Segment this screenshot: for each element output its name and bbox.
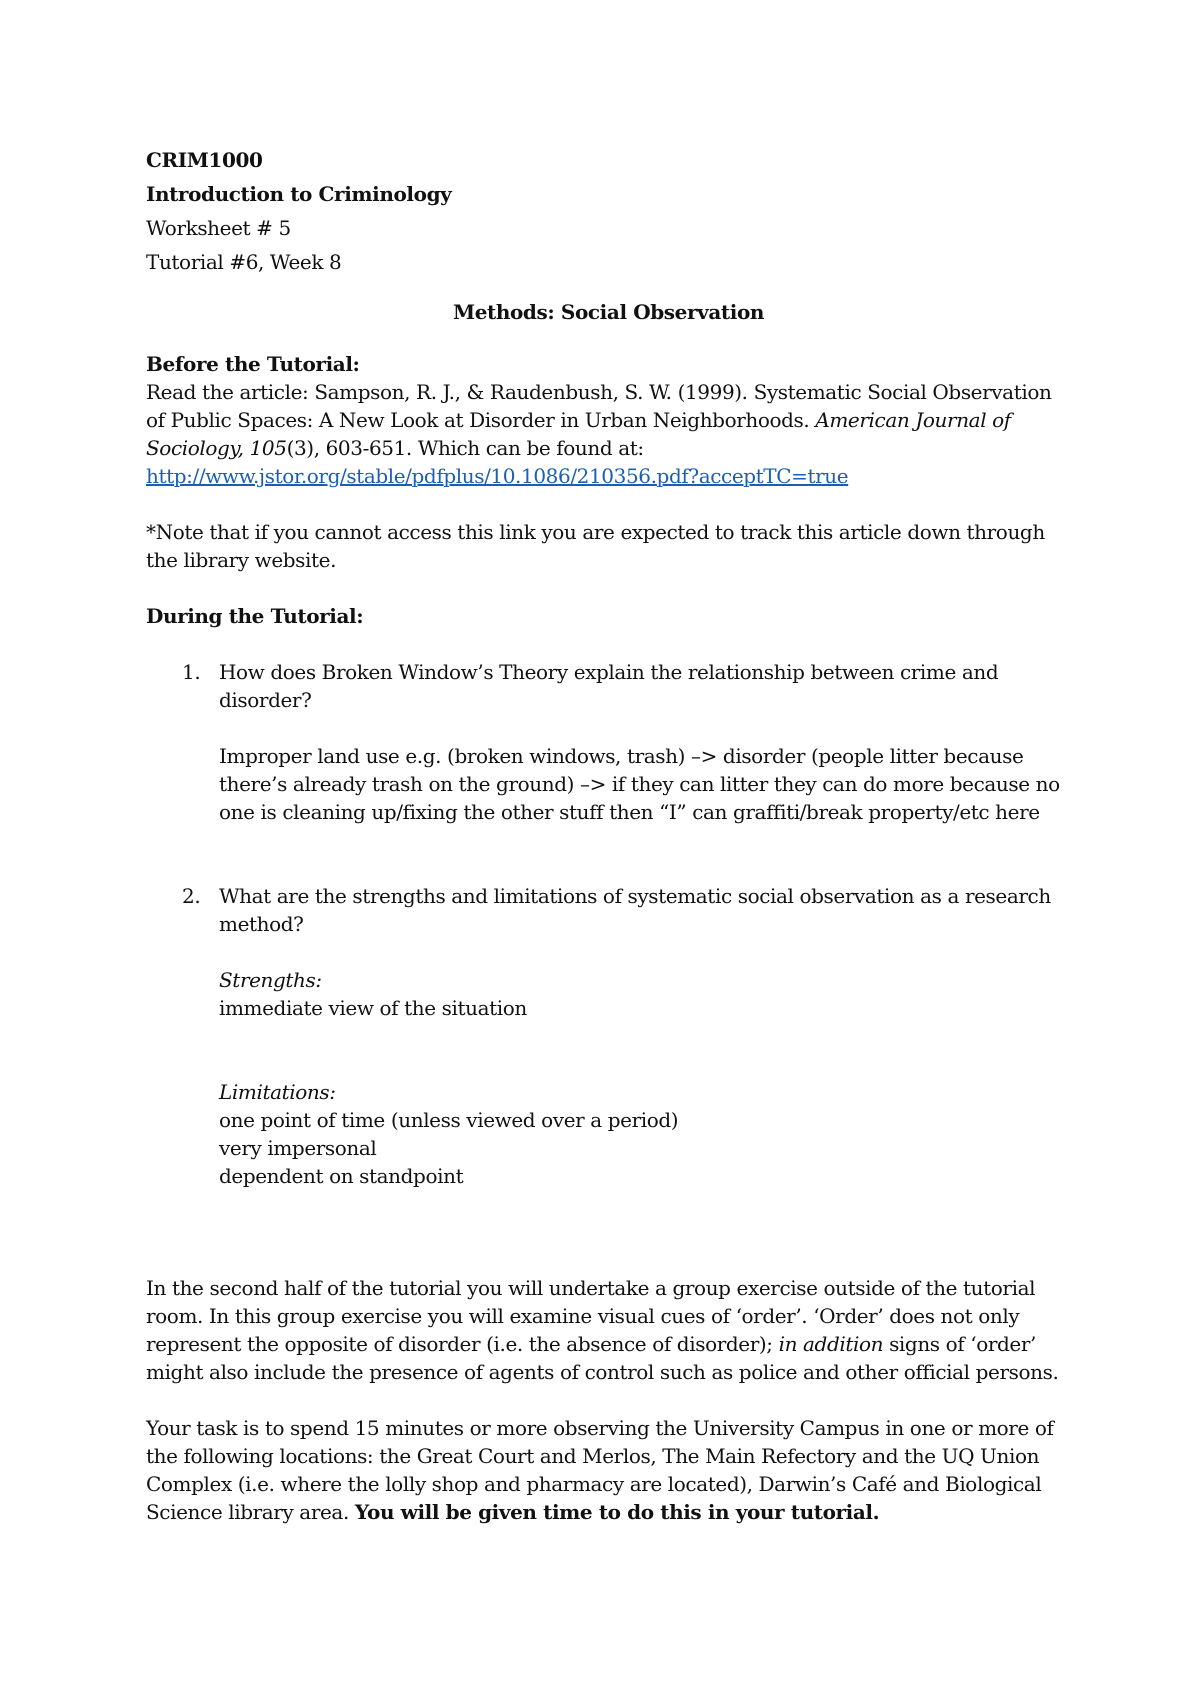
question-text: How does Broken Window’s Theory explain the relationship between crime and disorder? bbox=[219, 660, 999, 712]
question-item-1 bbox=[146, 658, 1071, 826]
strengths-label: Strengths: bbox=[219, 968, 322, 992]
article-link[interactable]: http://www.jstor.org/stable/pdfplus/10.1086/210356.pdf?acceptTC=true bbox=[146, 464, 849, 488]
task-text: Your task is to spend 15 minutes or more observing the University Campus in one or more of the following locations: the Great Court and Merlos, The Main Refectory and the UQ Union Complex (i.e. where the lolly shop and pharmacy are located), Darwin’s Café and Biological Science library area. bbox=[146, 1416, 1054, 1524]
exercise-text: In the second half of the tutorial you will undertake a group exercise outside of the tutorial room. In this group exercise you will examine visual cues of ‘order’. ‘Order’ does not only represent the opposite of disorder (i.e. the absence of disorder); bbox=[146, 1276, 1036, 1356]
reading-citation bbox=[146, 378, 1071, 490]
tutorial-week: Tutorial #6, Week 8 bbox=[146, 250, 342, 274]
before-tutorial-section bbox=[146, 350, 1071, 574]
limitation-item: dependent on standpoint bbox=[219, 1164, 464, 1188]
before-tutorial-heading: Before the Tutorial: bbox=[146, 352, 360, 376]
citation-pages: (3), 603-651. Which can be found at: bbox=[286, 436, 644, 460]
access-note: *Note that if you cannot access this link you are expected to track this article down through the library website. bbox=[146, 520, 1045, 572]
limitations-label: Limitations: bbox=[219, 1080, 336, 1104]
group-exercise-section bbox=[146, 1274, 1071, 1526]
task-emphasis: You will be given time to do this in your tutorial. bbox=[354, 1500, 880, 1524]
during-tutorial-heading: During the Tutorial: bbox=[146, 604, 364, 628]
exercise-emphasis: in addition bbox=[778, 1332, 884, 1356]
document-body bbox=[146, 146, 1071, 1526]
question-text: What are the strengths and limitations of systematic social observation as a research method? bbox=[219, 884, 1051, 936]
question-number: 2. bbox=[182, 884, 201, 908]
question-item-2 bbox=[146, 882, 1071, 1190]
journal-name: American Journal of Sociology, 105 bbox=[146, 408, 1011, 460]
question-list bbox=[146, 658, 1071, 1190]
exercise-paragraph-1 bbox=[146, 1274, 1071, 1386]
limitation-item: one point of time (unless viewed over a period) bbox=[219, 1108, 679, 1132]
strength-item: immediate view of the situation bbox=[219, 996, 527, 1020]
during-tutorial-section bbox=[146, 602, 1071, 1190]
exercise-text: signs of ‘order’ might also include the presence of agents of control such as police and other official persons. bbox=[146, 1332, 1059, 1384]
citation-text: Read the article: Sampson, R. J., & Raudenbush, S. W. (1999). Systematic Social Observation of Public Spaces: A New Look at Disorder in Urban Neighborhoods. bbox=[146, 380, 1052, 432]
course-code: CRIM1000 bbox=[146, 148, 263, 172]
question-number: 1. bbox=[182, 660, 201, 684]
limitations-block bbox=[219, 1078, 1071, 1190]
document-header bbox=[146, 146, 1071, 276]
document-title: Methods: Social Observation bbox=[452, 300, 765, 324]
exercise-paragraph-2 bbox=[146, 1414, 1071, 1526]
limitation-item: very impersonal bbox=[219, 1136, 377, 1160]
strengths-block bbox=[219, 966, 1071, 1022]
worksheet-number: Worksheet # 5 bbox=[146, 216, 291, 240]
course-name: Introduction to Criminology bbox=[146, 182, 452, 206]
answer-text: Improper land use e.g. (broken windows, trash) –> disorder (people litter because there’s already trash on the ground) –> if they can litter they can do more because no one is cleaning up/fixing the other stuff then “I” can graffiti/break property/etc here bbox=[219, 744, 1060, 824]
